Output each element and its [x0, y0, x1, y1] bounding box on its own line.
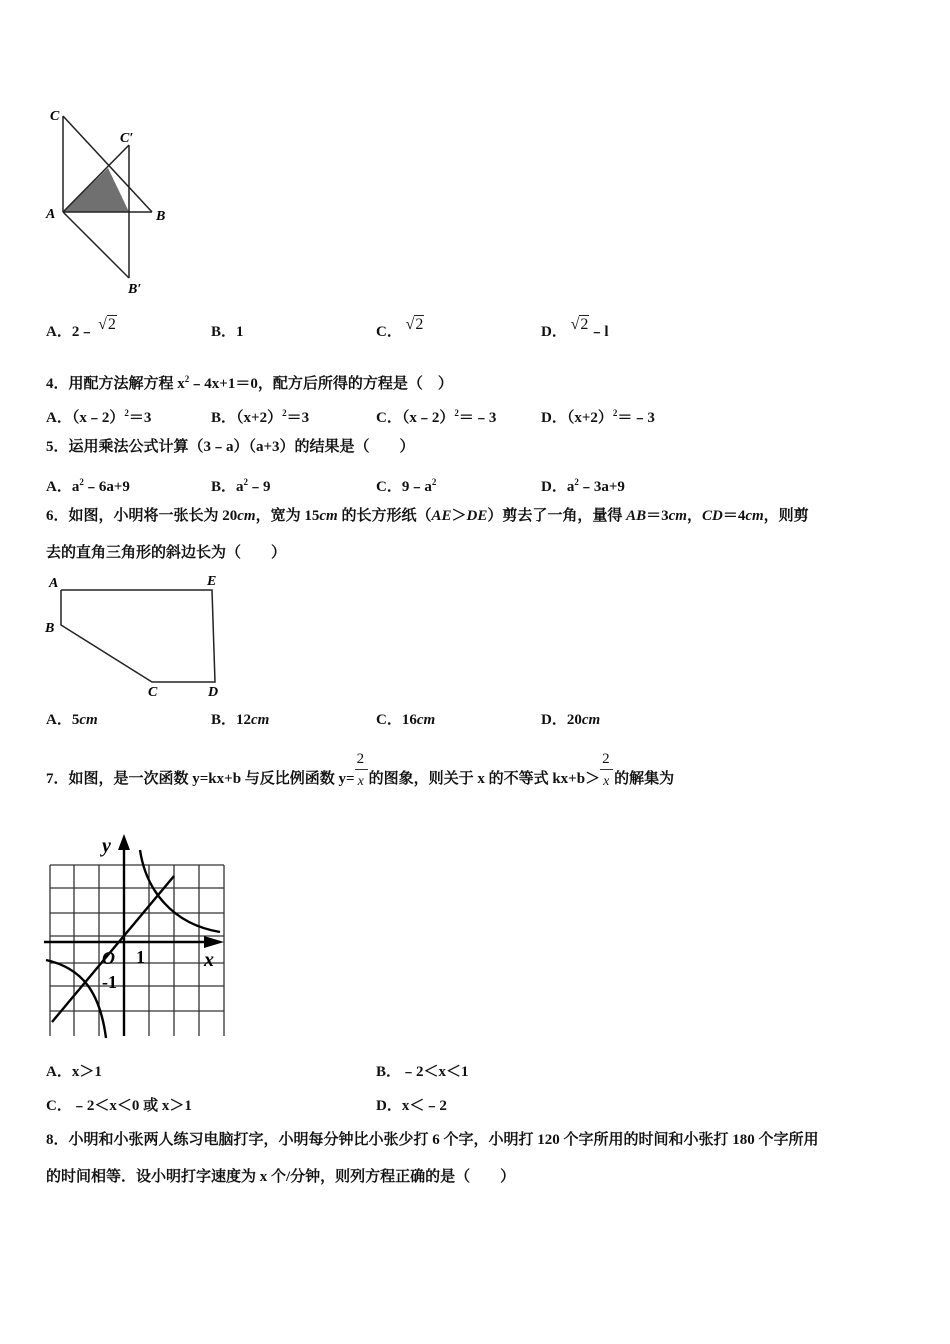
- q6-option-a: A．5cm: [46, 712, 98, 728]
- q5-option-a: A．$a^2﹣6a+9$: [46, 477, 130, 495]
- shaded-overlap-triangle: [63, 168, 129, 212]
- q4-option-b: B．$(x+2)^2=3$: [211, 408, 310, 426]
- q7-option-a: A．x＞1: [46, 1064, 102, 1080]
- axis-label-y: y: [102, 835, 111, 857]
- label-B-prime: B′: [128, 282, 142, 297]
- q6-stem-line1: 6．如图，小明将一张长为 20cm，宽为 15cm 的长方形纸（AE＞DE）剪去了一角，量得 AB＝3cm，CD＝4cm，则剪: [46, 508, 809, 524]
- q6-stem-line2: 去的直角三角形的斜边长为（ ）: [46, 545, 287, 561]
- label-A: A: [49, 576, 59, 591]
- axis-label-x: x: [204, 949, 214, 971]
- q4-stem: 4．用配方法解方程 $x^2﹣4x+1=0$，配方后所得的方程是（ ）: [46, 374, 453, 392]
- q7-stem: 7．如图，是一次函数 y=kx+b 与反比例函数 y= $\frac{2}{x}$ 的图象，则关于 x 的不等式 kx+b＞ $\frac{2}{x}$ 的解集为: [46, 750, 675, 789]
- q3-option-c: C． √2: [376, 316, 424, 340]
- q3-option-b: B．1: [211, 324, 244, 340]
- q4-option-c: C．（x﹣2）$^2$＝﹣3: [376, 408, 497, 426]
- q5-option-c: C．$9﹣a^2$: [376, 477, 437, 495]
- q7-option-b: B．﹣2＜x＜1: [376, 1064, 469, 1080]
- sqrt-2-a: √2: [98, 316, 116, 333]
- fraction-2-over-x: $\frac{2}{x}$: [355, 770, 369, 790]
- function-graph: [44, 832, 230, 1044]
- q7-option-c: C．﹣2＜x＜0 或 x＞1: [46, 1098, 192, 1114]
- q7-option-d: D．x＜﹣2: [376, 1098, 447, 1114]
- rotation-figure: [40, 100, 180, 300]
- sqrt-2-c: √2: [405, 316, 424, 333]
- label-D: D: [208, 685, 219, 700]
- q4-option-d: D．$(x+2)^2=﹣3$: [541, 408, 655, 426]
- sqrt-2-d: √2: [570, 316, 589, 333]
- q4-option-a: A．（x﹣2）$^2$＝3: [46, 408, 152, 426]
- q5-option-b: B．$a^2﹣9$: [211, 477, 271, 495]
- rectangle-cut-figure: [40, 570, 240, 706]
- q6-option-c: C．16cm: [376, 712, 436, 728]
- label-E: E: [207, 574, 217, 589]
- origin-label: O: [102, 948, 115, 968]
- q5-option-d: D．$a^2﹣3a+9$: [541, 477, 625, 495]
- q6-option-b: B．12cm: [211, 712, 270, 728]
- label-B: B: [45, 621, 55, 636]
- label-B: B: [156, 209, 166, 224]
- label-A: A: [46, 207, 56, 222]
- label-C: C: [50, 109, 60, 124]
- q5-stem: 5．运用乘法公式计算（3﹣a）（a+3）的结果是（ ）: [46, 439, 415, 455]
- q6-option-d: D．20cm: [541, 712, 601, 728]
- q3-option-d: D． √2﹣l: [541, 316, 609, 340]
- label-C-prime: C′: [120, 131, 134, 146]
- tick-label-1: 1: [136, 947, 145, 967]
- q8-stem-line1: 8．小明和小张两人练习电脑打字，小明每分钟比小张少打 6 个字，小明打 120 个字所用的时间和小张打 180 个字所用: [46, 1132, 819, 1148]
- fraction-2-over-x-2: $\frac{2}{x}$: [600, 770, 614, 790]
- label-C: C: [148, 685, 158, 700]
- tick-label-neg1: -1: [102, 972, 117, 992]
- q3-option-a: A．2﹣ √2: [46, 316, 116, 340]
- q8-stem-line2: 的时间相等．设小明打字速度为 x 个/分钟，则列方程正确的是（ ）: [46, 1169, 516, 1185]
